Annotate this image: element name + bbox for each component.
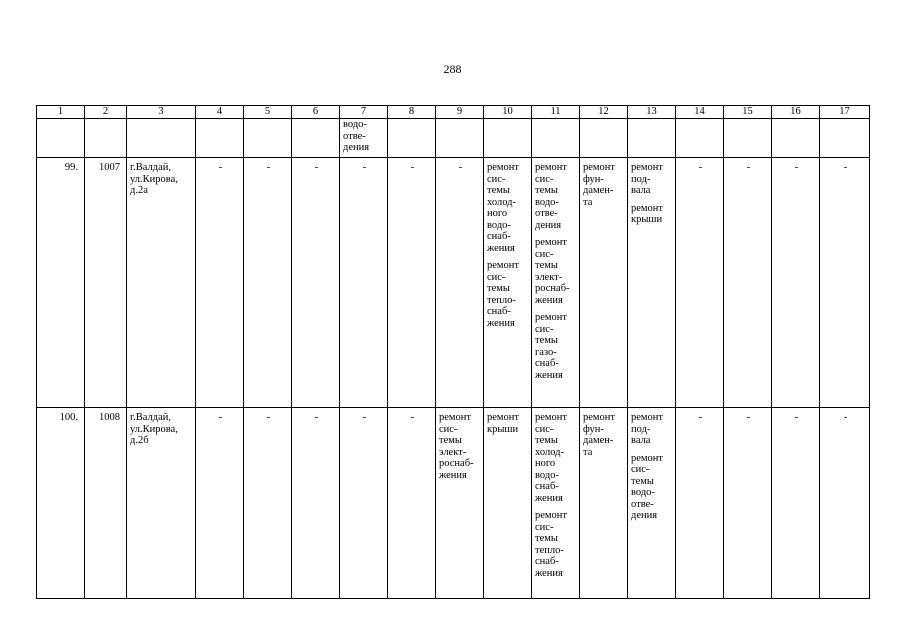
work-entry: ремонт крыши bbox=[631, 202, 664, 225]
empty-cell: - bbox=[676, 158, 724, 408]
empty-cell: - bbox=[772, 158, 820, 408]
work-entry: ремонт под- вала bbox=[631, 162, 664, 196]
column-header: 2 bbox=[85, 106, 127, 119]
work-cell bbox=[484, 158, 532, 408]
works-table bbox=[36, 105, 870, 599]
column-header: 7 bbox=[340, 106, 388, 119]
empty-cell: - bbox=[388, 408, 436, 599]
page-number: 288 bbox=[443, 62, 462, 76]
empty-cell: - bbox=[340, 408, 388, 599]
column-header: 6 bbox=[292, 106, 340, 119]
work-entry: ремонт сис- темы тепло- снаб- жения bbox=[487, 260, 520, 329]
empty-cell: - bbox=[820, 408, 870, 599]
empty-cell: - bbox=[340, 158, 388, 408]
table-row bbox=[37, 408, 870, 599]
continuation-text: водо- отве- дения bbox=[343, 119, 370, 153]
work-cell bbox=[628, 408, 676, 599]
work-cell bbox=[436, 408, 484, 599]
empty-cell: - bbox=[292, 158, 340, 408]
empty-cell: - bbox=[196, 408, 244, 599]
table-row bbox=[37, 158, 870, 408]
address: г.Валдай, ул.Кирова, д.2а bbox=[130, 162, 178, 196]
empty-cell: - bbox=[724, 158, 772, 408]
work-entry: ремонт сис- темы тепло- снаб- жения bbox=[535, 510, 568, 579]
building-code: 1007 bbox=[85, 158, 127, 408]
work-cell bbox=[532, 408, 580, 599]
work-entry: ремонт сис- темы элект- роснаб- жения bbox=[535, 237, 570, 306]
work-entry: ремонт фун- дамен- та bbox=[583, 162, 616, 208]
column-header: 5 bbox=[244, 106, 292, 119]
column-header: 9 bbox=[436, 106, 484, 119]
work-cell bbox=[580, 158, 628, 408]
continuation-row bbox=[37, 119, 870, 158]
work-entry: ремонт крыши bbox=[487, 412, 520, 435]
work-cell bbox=[484, 408, 532, 599]
empty-cell: - bbox=[244, 158, 292, 408]
column-header: 10 bbox=[484, 106, 532, 119]
empty-cell: - bbox=[724, 408, 772, 599]
column-header: 1 bbox=[37, 106, 85, 119]
work-entry: ремонт сис- темы водо- отве- дения bbox=[631, 452, 664, 521]
empty-cell: - bbox=[676, 408, 724, 599]
work-entry: ремонт под- вала bbox=[631, 412, 664, 446]
empty-cell: - bbox=[388, 158, 436, 408]
column-header: 12 bbox=[580, 106, 628, 119]
work-entry: ремонт сис- темы холод- ного водо- снаб- жения bbox=[535, 412, 568, 504]
empty-cell: - bbox=[292, 408, 340, 599]
work-cell bbox=[628, 158, 676, 408]
column-header: 14 bbox=[676, 106, 724, 119]
work-cell bbox=[532, 158, 580, 408]
column-header: 11 bbox=[532, 106, 580, 119]
work-entry: ремонт сис- темы холод- ного водо- снаб- жения bbox=[487, 162, 520, 254]
work-cell bbox=[580, 408, 628, 599]
column-header: 17 bbox=[820, 106, 870, 119]
address: г.Валдай, ул.Кирова, д.2б bbox=[130, 412, 178, 446]
column-header: 13 bbox=[628, 106, 676, 119]
building-code: 1008 bbox=[85, 408, 127, 599]
empty-cell: - bbox=[196, 158, 244, 408]
empty-cell: - bbox=[772, 408, 820, 599]
empty-cell: - bbox=[820, 158, 870, 408]
work-entry: ремонт сис- темы элект- роснаб- жения bbox=[439, 412, 474, 481]
column-header: 8 bbox=[388, 106, 436, 119]
column-header: 4 bbox=[196, 106, 244, 119]
column-header: 16 bbox=[772, 106, 820, 119]
row-number: 99. bbox=[37, 158, 85, 408]
row-number: 100. bbox=[37, 408, 85, 599]
work-entry: ремонт сис- темы водо- отве- дения bbox=[535, 162, 568, 231]
column-header: 15 bbox=[724, 106, 772, 119]
empty-cell: - bbox=[244, 408, 292, 599]
column-header: 3 bbox=[127, 106, 196, 119]
work-entry: ремонт фун- дамен- та bbox=[583, 412, 616, 458]
empty-cell: - bbox=[436, 158, 484, 408]
work-entry: ремонт сис- темы газо- снаб- жения bbox=[535, 312, 568, 381]
column-number-row bbox=[37, 106, 870, 119]
